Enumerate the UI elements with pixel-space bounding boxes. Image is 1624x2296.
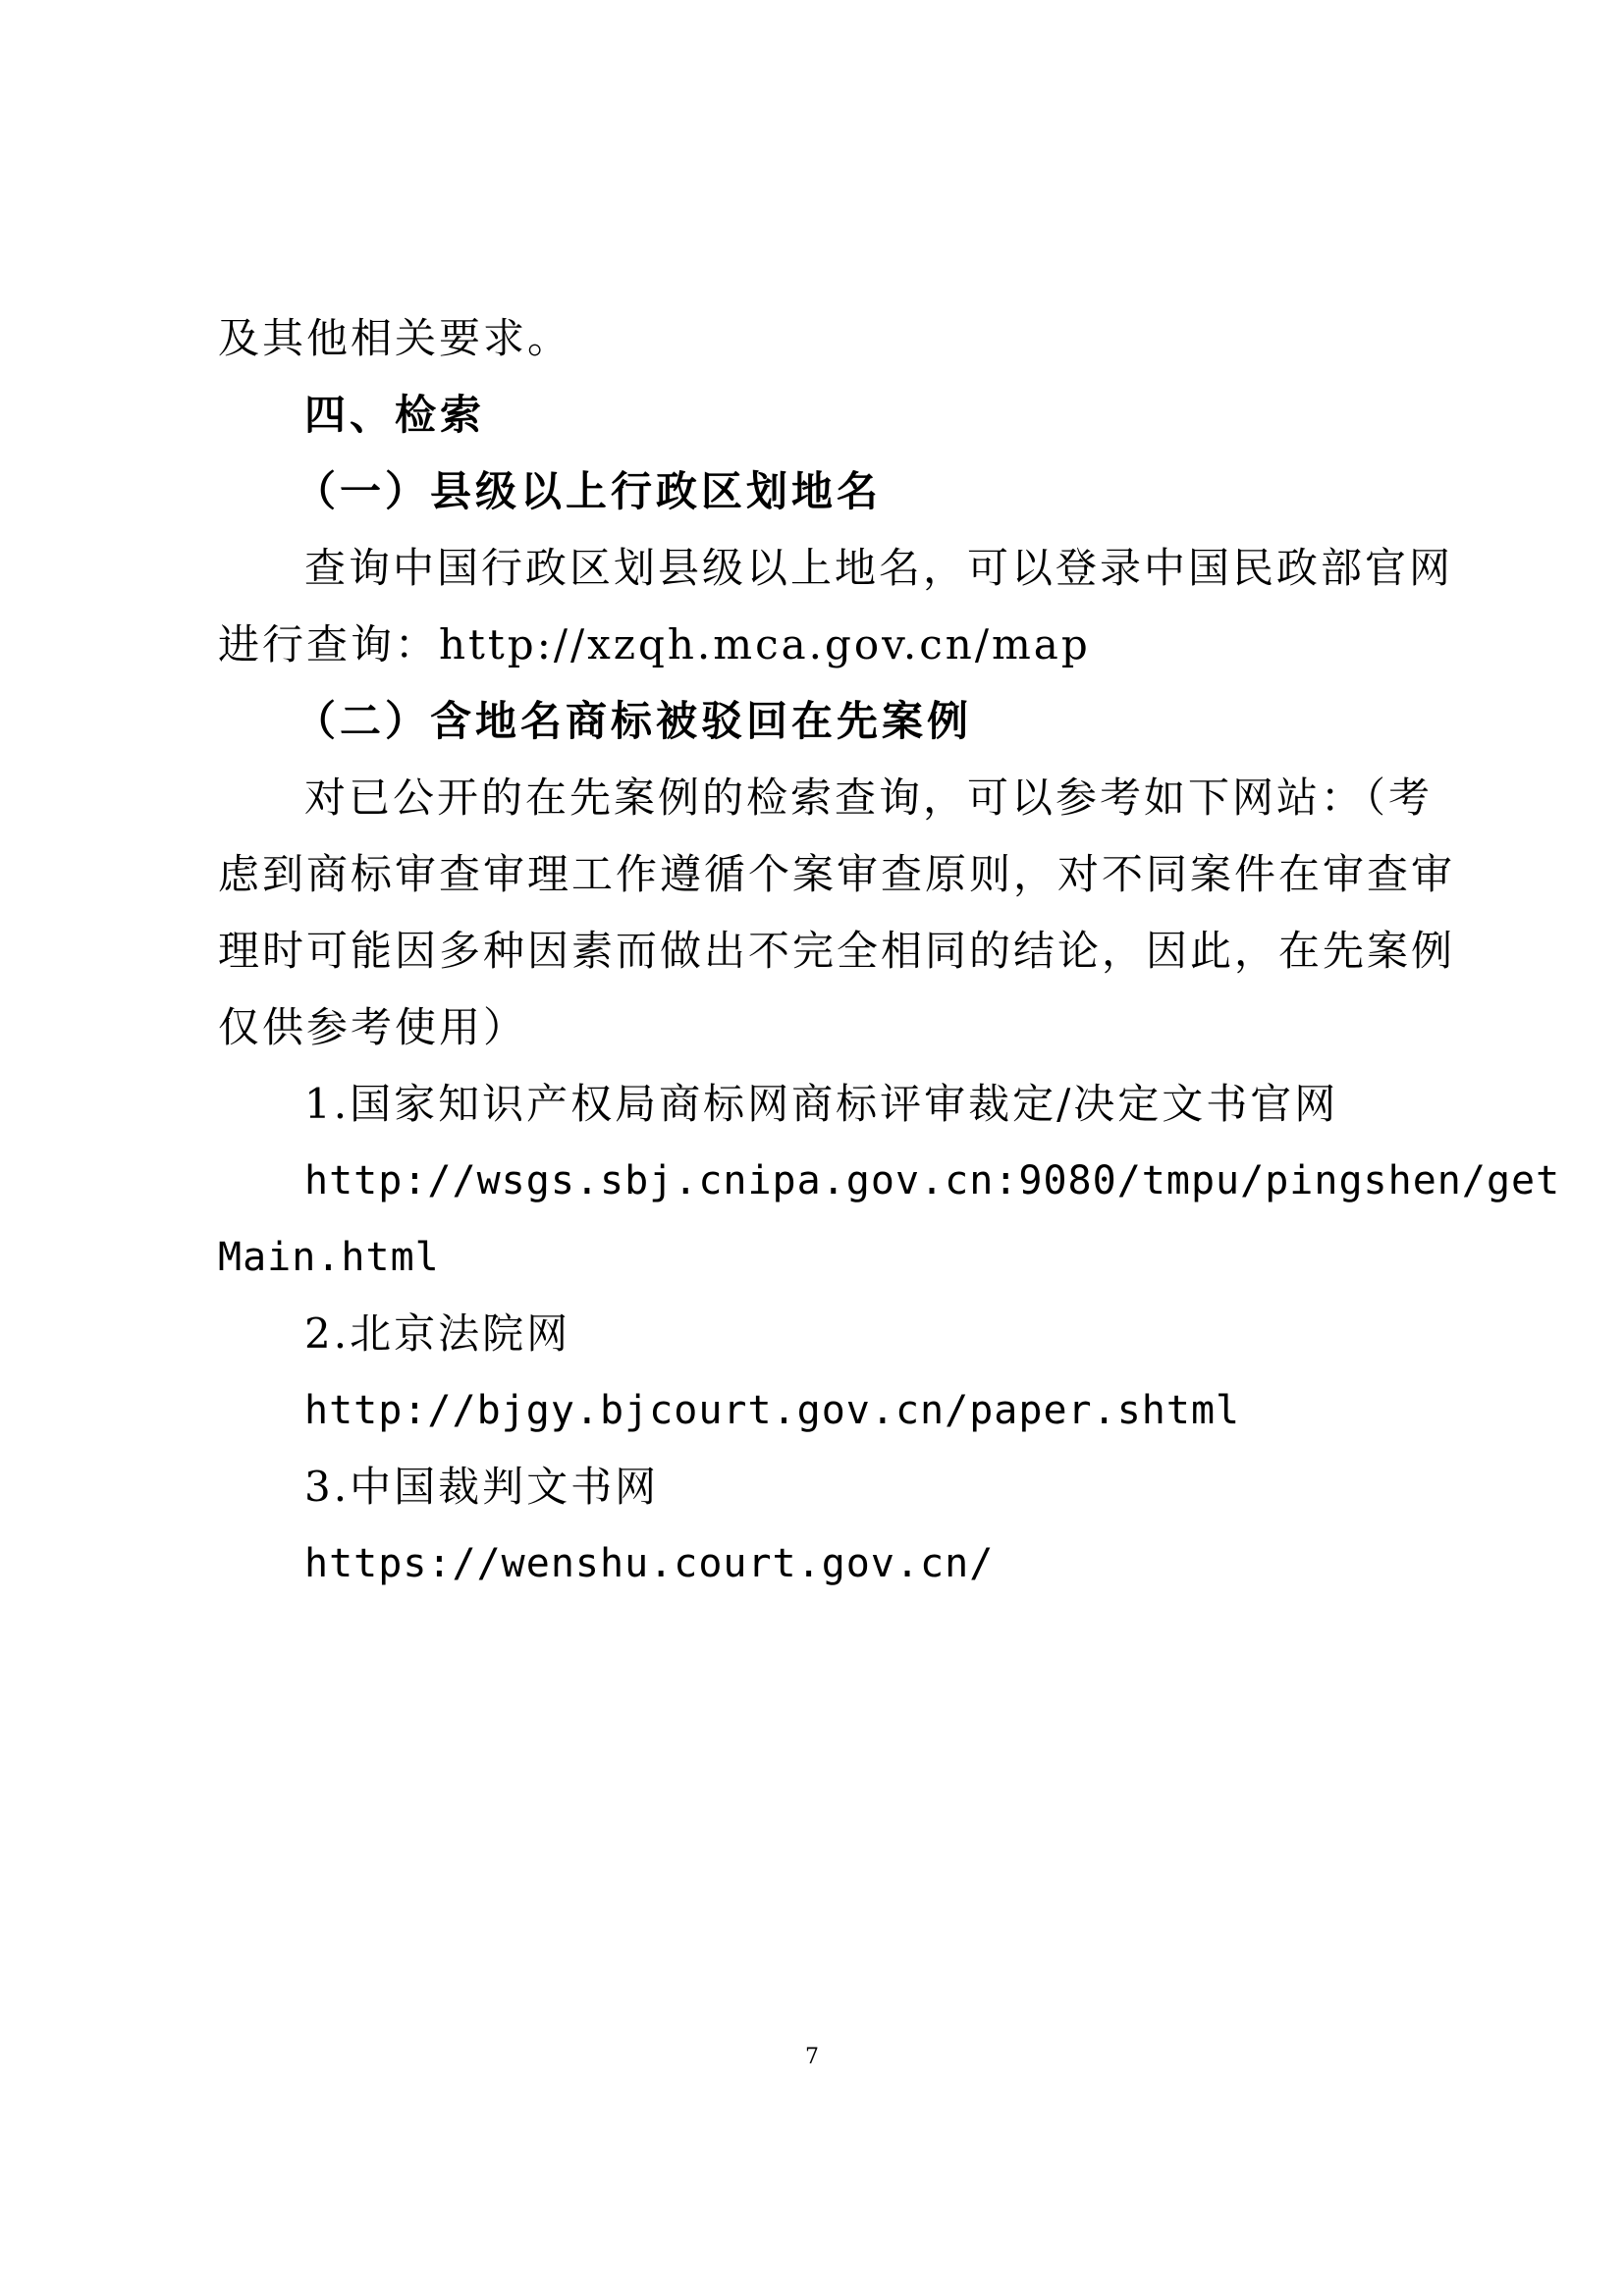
paragraph-cases-line-2: 虑到商标审查审理工作遵循个案审查原则，对不同案件在审查审 bbox=[218, 850, 1456, 898]
list-item-1-url-line-2: Main.html bbox=[218, 1235, 440, 1280]
list-item-1-url-line-1: http://wsgs.sbj.cnipa.gov.cn:9080/tmpu/pingshen/get bbox=[304, 1158, 1561, 1203]
paragraph-cases-line-4: 仅供参考使用） bbox=[218, 1003, 528, 1051]
subheading-rejected-cases: （二）含地名商标被驳回在先案例 bbox=[295, 697, 973, 745]
list-item-2-url: http://bjgy.bjcourt.gov.cn/paper.shtml bbox=[304, 1388, 1241, 1433]
section-heading-search: 四、检索 bbox=[304, 391, 486, 439]
paragraph-cases-line-3: 理时可能因多种因素而做出不完全相同的结论，因此，在先案例 bbox=[218, 927, 1456, 975]
paragraph-query-line-1: 查询中国行政区划县级以上地名，可以登录中国民政部官网 bbox=[304, 544, 1454, 592]
page-number: 7 bbox=[805, 2045, 819, 2069]
list-item-1-title: 1.国家知识产权局商标网商标评审裁定/决定文书官网 bbox=[304, 1080, 1339, 1128]
paragraph-continuation: 及其他相关要求。 bbox=[218, 314, 572, 362]
paragraph-query-line-2: 进行查询：http://xzqh.mca.gov.cn/map bbox=[218, 620, 1091, 668]
subheading-county-level-names: （一）县级以上行政区划地名 bbox=[295, 467, 883, 515]
list-item-3-url: https://wenshu.court.gov.cn/ bbox=[304, 1541, 995, 1586]
list-item-3-title: 3.中国裁判文书网 bbox=[304, 1463, 660, 1511]
list-item-2-title: 2.北京法院网 bbox=[304, 1309, 571, 1358]
paragraph-cases-line-1: 对已公开的在先案例的检索查询，可以参考如下网站：（考 bbox=[304, 774, 1434, 822]
